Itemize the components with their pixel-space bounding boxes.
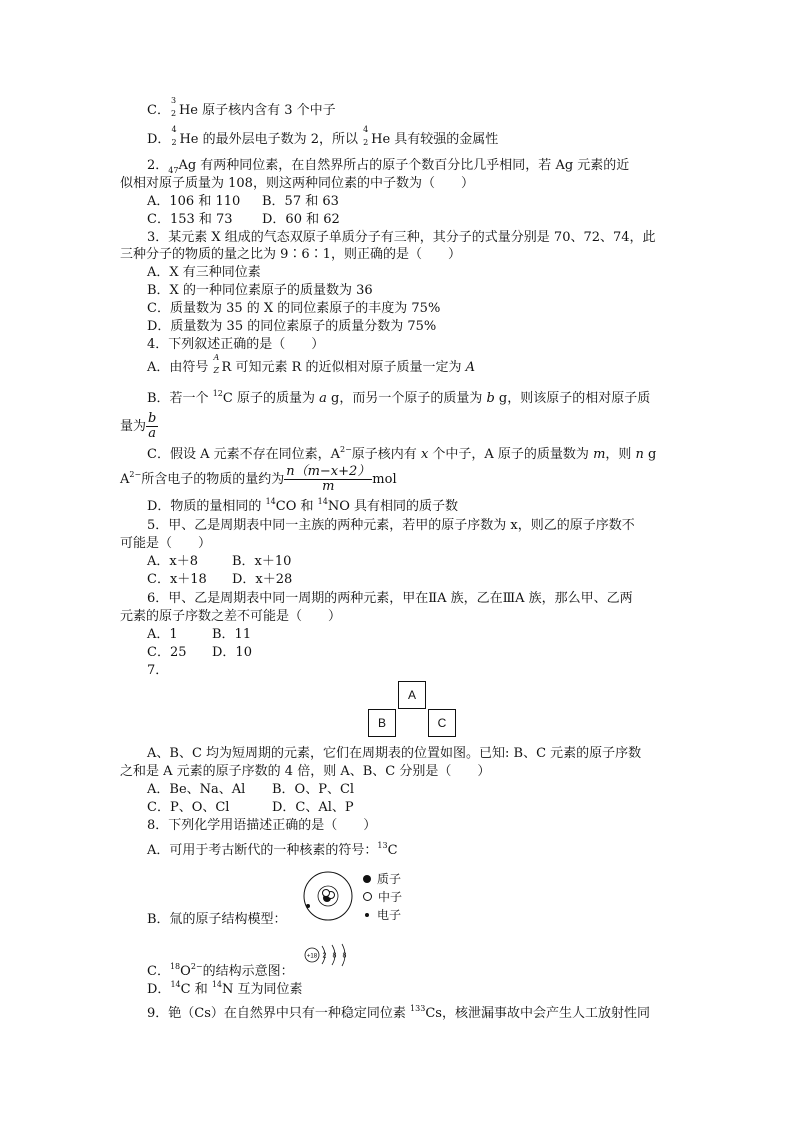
q4-option-c-line1: C．假设 A 元素不存在同位素，$A^{2-}$原子核内有 x 个中子，A 原子的质量数为 m，则 n g	[147, 445, 657, 462]
q5-option-a: A．x＋8	[147, 554, 198, 569]
tritium-atom-model	[300, 866, 360, 926]
q5-stem-line2: 可能是（ ）	[120, 536, 212, 551]
q5-option-c: C．x＋18	[147, 572, 207, 587]
proton-dot-icon	[363, 875, 371, 883]
q2-stem-line2: 似相对原子质量为 108，则这两种同位素的中子数为（ ）	[120, 176, 474, 191]
periodic-cell-b: B	[368, 709, 396, 737]
q7-stem-line2: 之和是 A 元素的原子序数的 4 倍，则 A、B、C 分别是（ ）	[120, 764, 491, 779]
q3-option-c: C．质量数为 35 的 X 的同位素原子的丰度为 75%	[147, 301, 441, 316]
neutron-circle-icon	[363, 892, 372, 901]
q1-option-c: C． 3 2 He 原子核内含有 3 个中子	[147, 96, 336, 118]
q6-option-a: A．1	[147, 627, 178, 642]
electron-dot-icon	[365, 913, 369, 917]
fraction-b-over-a: $\frac{b}{a}$	[148, 411, 157, 441]
q7-option-c: C．P、O、Cl	[147, 800, 230, 815]
q2-stem-line1: 2．$_{47}$Ag 有两种同位素，在自然界所占的原子个数百分比几乎相同，若 Ag 元素的近	[147, 158, 630, 175]
q6-stem-line2: 元素的原子序数之差不可能是（ ）	[120, 609, 342, 624]
q6-option-b: B．11	[212, 627, 252, 642]
q5-stem-line1: 5．甲、乙是周期表中同一主族的两种元素，若甲的原子序数为 x，则乙的原子序数不	[147, 518, 635, 533]
q6-stem-line1: 6．甲、乙是周期表中同一周期的两种元素，甲在ⅡA 族，乙在ⅢA 族，那么甲、乙两	[147, 591, 633, 606]
q6-option-c: C．25	[147, 645, 187, 660]
shell-1-count: 2	[322, 952, 327, 960]
q4-option-b-line1: B．若一个 $^{12}$C 原子的质量为 a g，而另一个原子的质量为 b g，则该原子的相对原子质	[147, 389, 651, 406]
q5-option-d: D．x＋28	[232, 572, 293, 587]
q2-option-c: C．153 和 73	[147, 212, 233, 227]
q7-option-d: D．C、Al、P	[272, 800, 354, 815]
periodic-cell-c: C	[428, 709, 456, 737]
q4-option-c-line2: $A^{2-}$所含电子的物质的量约为 $\frac{n(m-x+2)}{m}$ mol	[120, 464, 397, 494]
q3-stem-line2: 三种分子的物质的量之比为 9∶6∶1，则正确的是（ ）	[120, 247, 461, 262]
electron-shell-diagram	[300, 942, 356, 968]
q7-option-b: B．O、P、Cl	[272, 782, 355, 797]
q4-option-d: D．物质的量相同的 $^{14}$CO 和 $^{14}$NO 具有相同的质子数	[147, 497, 458, 514]
q4-option-a: A．由符号 A Z R 可知元素 R 的近似相对原子质量一定为 A	[147, 353, 476, 375]
q3-option-b: B．X 的一种同位素原子的质量数为 36	[147, 283, 373, 298]
q7-number: 7．	[147, 663, 169, 678]
q1-option-d: D． 4 2 He 的最外层电子数为 2，所以 4 2 He 具有较强的金属性	[147, 125, 499, 147]
atom-legend: 质子 中子 电子	[363, 870, 402, 924]
q4-option-b-line2: 量为 $\frac{b}{a}$	[120, 411, 157, 441]
q5-option-b: B．x＋10	[232, 554, 292, 569]
q8-option-b: B．氚的原子结构模型：	[147, 912, 287, 927]
q2-option-d: D．60 和 62	[262, 212, 340, 227]
q8-option-a: A．可用于考古断代的一种核素的符号：$^{13}$C	[147, 841, 398, 858]
q9-stem: 9．铯（Cs）在自然界中只有一种稳定同位素 $^{133}$Cs，核泄漏事故中会产生人工放射性同	[147, 1004, 650, 1021]
q2-option-a: A．106 和 110	[147, 194, 241, 209]
q7-option-a: A．Be、Na、Al	[147, 782, 246, 797]
q3-stem-line1: 3．某元素 X 组成的气态双原子单质分子有三种，其分子的式量分别是 70、72、74，此	[147, 230, 656, 245]
q8-option-d: D．$^{14}$C 和 $^{14}$N 互为同位素	[147, 980, 303, 997]
q8-stem: 8．下列化学用语描述正确的是（ ）	[147, 818, 377, 833]
q6-option-d: D．10	[212, 645, 252, 660]
q2-option-b: B．57 和 63	[262, 194, 339, 209]
q7-stem-line1: A、B、C 均为短周期的元素，它们在周期表的位置如图。已知: B、C 元素的原子序数	[147, 746, 642, 761]
fraction-electrons: $\frac{n(m-x+2)}{m}$	[286, 464, 371, 494]
shell-nucleus-label: +18	[306, 953, 318, 960]
q8-option-c: C．$^{18}O^{2-}$的结构示意图：	[147, 962, 294, 979]
shell-2-count: 8	[332, 952, 337, 960]
q3-option-a: A．X 有三种同位素	[147, 265, 261, 280]
q4-stem: 4．下列叙述正确的是（ ）	[147, 337, 325, 352]
shell-3-count: 8	[342, 952, 347, 960]
q3-option-d: D．质量数为 35 的同位素原子的质量分数为 75%	[147, 319, 437, 334]
periodic-cell-a: A	[398, 681, 426, 709]
